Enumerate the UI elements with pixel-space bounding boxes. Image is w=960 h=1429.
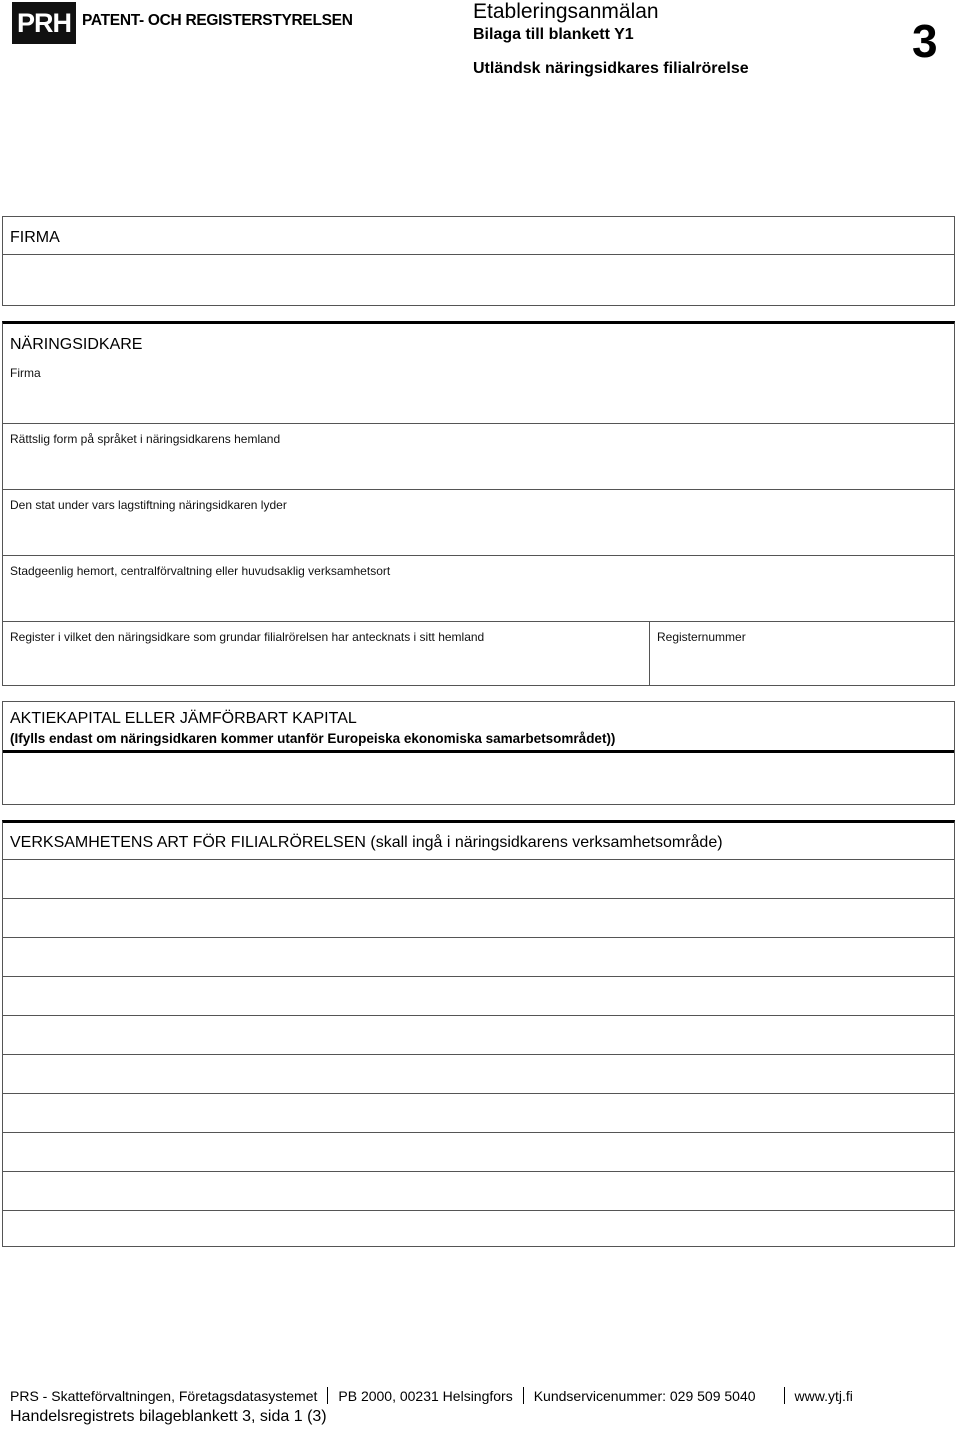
kapital-section [2, 701, 955, 805]
rattslig-form-field[interactable] [3, 423, 954, 489]
footer-page-label: Handelsregistrets bilageblankett 3, sida 1 (3) [10, 1408, 327, 1425]
rattslig-form-label: Rättslig form på språket i näringsidkarens hemland [10, 432, 281, 446]
footer-org: PRS - Skatteförvaltningen, Företagsdatasystemet [10, 1388, 318, 1404]
verksamhet-line[interactable] [3, 1093, 954, 1132]
verksamhet-header-row [3, 823, 954, 859]
firma-label: Firma [10, 366, 41, 380]
org-name: PATENT- OCH REGISTERSTYRELSEN [82, 12, 353, 29]
footer-separator [327, 1387, 328, 1404]
verksamhet-line[interactable] [3, 1054, 954, 1093]
verksamhet-line[interactable] [3, 859, 954, 898]
kapital-note: (Ifylls endast om näringsidkaren kommer utanför Europeiska ekonomiska samarbetsområdet)) [10, 731, 616, 746]
firma-header-row [3, 217, 954, 255]
registernummer-label: Registernummer [657, 630, 746, 644]
form-title: Etableringsanmälan [473, 0, 659, 23]
footer-web[interactable]: www.ytj.fi [794, 1388, 853, 1404]
register-field[interactable] [3, 622, 650, 686]
kapital-input[interactable] [3, 753, 954, 805]
page-number: 3 [912, 15, 938, 67]
naringsidkare-firma-row[interactable] [3, 324, 954, 424]
kapital-header-row [3, 702, 954, 753]
verksamhet-line[interactable] [3, 1132, 954, 1171]
verksamhet-section [2, 820, 955, 1247]
footer-contact [10, 1387, 853, 1404]
footer-separator [784, 1387, 785, 1404]
footer-separator [523, 1387, 524, 1404]
verksamhet-line[interactable] [3, 1015, 954, 1054]
firma-section [2, 216, 955, 306]
footer-address: PB 2000, 00231 Helsingfors [338, 1388, 513, 1404]
verksamhet-line[interactable] [3, 976, 954, 1015]
kapital-heading: AKTIEKAPITAL ELLER JÄMFÖRBART KAPITAL [10, 710, 357, 727]
verksamhet-line[interactable] [3, 898, 954, 937]
hemort-field[interactable] [3, 555, 954, 621]
logo-mark: PRH [12, 2, 76, 44]
footer-phone: Kundservicenummer: 029 509 5040 [533, 1388, 756, 1404]
hemort-label: Stadgeenlig hemort, centralförvaltning eller huvudsaklig verksamhetsort [10, 564, 391, 578]
verksamhet-heading: VERKSAMHETENS ART FÖR FILIALRÖRELSEN (skall ingå i näringsidkarens verksamhetsområde) [10, 834, 723, 851]
form-subtitle: Bilaga till blankett Y1 [473, 26, 634, 43]
prh-logo [12, 2, 353, 46]
registernummer-field[interactable] [650, 622, 954, 686]
verksamhet-line[interactable] [3, 1210, 954, 1247]
form-subject: Utländsk näringsidkares filialrörelse [473, 60, 749, 77]
verksamhet-line[interactable] [3, 937, 954, 976]
firma-heading: FIRMA [10, 229, 60, 246]
naringsidkare-section [2, 321, 955, 686]
verksamhet-line[interactable] [3, 1171, 954, 1210]
stat-field[interactable] [3, 489, 954, 555]
stat-label: Den stat under vars lagstiftning näringsidkaren lyder [10, 498, 287, 512]
register-row [3, 621, 954, 686]
naringsidkare-heading: NÄRINGSIDKARE [10, 336, 143, 353]
firma-input[interactable] [3, 254, 954, 306]
register-label: Register i vilket den näringsidkare som grundar filialrörelsen har antecknats i sitt hemland [10, 630, 485, 644]
